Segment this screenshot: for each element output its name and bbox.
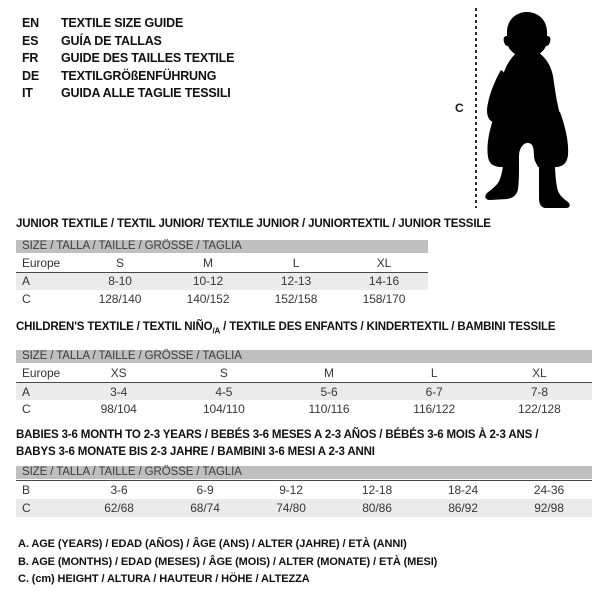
language-title: TEXTILE SIZE GUIDE — [61, 16, 184, 30]
title-line-2: BABYS 3-6 MONATE BIS 2-3 JAHRE / BAMBINI 3-6 MESI A 2-3 ANNI — [16, 446, 375, 458]
size-value-cell: 140/152 — [186, 292, 230, 306]
size-value-cell: 110/116 — [308, 402, 350, 417]
size-value-cell: 6-7 — [382, 382, 487, 400]
language-list — [22, 15, 234, 103]
size-header-bar: SIZE / TALLA / TAILLE / GRÖSSE / TAGLIA — [16, 466, 592, 479]
table-row — [16, 272, 428, 290]
section-children-textile — [16, 321, 592, 418]
section-junior-textile — [16, 218, 491, 308]
language-code: FR — [22, 51, 39, 65]
size-value-cell: 74/80 — [276, 500, 306, 515]
title-line-1: BABIES 3-6 MONTH TO 2-3 YEARS / BEBÉS 3-6 MESES A 2-3 AÑOS / BÉBÉS 3-6 MOIS À 2-3 ANS / — [16, 429, 539, 441]
section-title — [16, 321, 592, 337]
legend-notes — [18, 536, 437, 589]
size-value-cell: M — [203, 255, 213, 270]
size-value-cell: 5-6 — [276, 382, 381, 400]
language-title: GUIDE DES TAILLES TEXTILE — [61, 51, 235, 65]
size-value-cell: 10-12 — [164, 272, 252, 290]
table-row — [16, 254, 428, 272]
size-value-cell: XS — [110, 366, 127, 381]
size-value-cell: S — [219, 366, 228, 381]
row-label: A — [16, 382, 66, 400]
language-code: DE — [22, 68, 39, 83]
row-label: Europe — [22, 255, 61, 270]
height-measure-dashed-line — [475, 8, 477, 208]
junior-size-table — [16, 254, 428, 308]
row-label: C — [22, 292, 31, 306]
size-value-cell: L — [430, 366, 438, 381]
section-title: JUNIOR TEXTILE / TEXTIL JUNIOR/ TEXTILE JUNIOR / JUNIORTEXTIL / JUNIOR TESSILE — [16, 218, 491, 230]
language-row-es — [22, 33, 234, 51]
size-value-cell: 6-9 — [162, 481, 248, 499]
size-value-cell: 68/74 — [190, 500, 220, 515]
size-value-cell: 3-6 — [76, 481, 162, 499]
language-title: TEXTILGRÖßENFÜHRUNG — [61, 68, 217, 83]
language-row-de — [22, 68, 234, 86]
language-code: IT — [22, 86, 33, 100]
language-code: EN — [22, 16, 39, 30]
size-value-cell: M — [324, 366, 334, 381]
table-row — [16, 400, 592, 418]
babies-size-table — [16, 480, 592, 517]
note-height-cm: C. (cm) HEIGHT / ALTURA / HAUTEUR / HÖHE / ALTEZZA — [18, 573, 310, 585]
size-value-cell: 128/140 — [98, 292, 142, 306]
title-text: / TEXTILE DES ENFANTS / KINDERTEXTIL / BAMBINI TESSILE — [220, 321, 556, 333]
title-subscript: /A — [212, 326, 221, 336]
language-row-it — [22, 85, 234, 103]
size-value-cell: S — [116, 255, 124, 270]
size-value-cell: 7-8 — [487, 382, 592, 400]
size-value-cell: 3-4 — [66, 382, 171, 400]
size-value-cell: 18-24 — [420, 481, 506, 499]
size-value-cell: 98/104 — [100, 402, 137, 417]
size-value-cell: 92/98 — [534, 500, 564, 515]
language-title: GUÍA DE TALLAS — [61, 33, 162, 48]
title-text: CHILDREN'S TEXTILE / TEXTIL NIÑO — [16, 321, 213, 333]
table-row — [16, 499, 592, 517]
size-header-bar: SIZE / TALLA / TAILLE / GRÖSSE / TAGLIA — [16, 240, 428, 253]
size-value-cell: 158/170 — [362, 292, 406, 306]
language-title: GUIDA ALLE TAGLIE TESSILI — [61, 86, 231, 100]
section-title — [16, 427, 592, 461]
height-measure-label: C — [455, 101, 464, 115]
size-value-cell: 152/158 — [274, 292, 318, 306]
row-label: B — [16, 481, 76, 499]
size-value-cell: 4-5 — [171, 382, 276, 400]
section-babies-textile — [16, 427, 592, 517]
row-label: C — [22, 402, 31, 417]
row-label: C — [22, 500, 31, 515]
size-value-cell: 80/86 — [362, 500, 392, 515]
size-value-cell: 12-13 — [252, 272, 340, 290]
language-row-en — [22, 15, 234, 33]
size-value-cell: 122/128 — [518, 402, 561, 417]
size-value-cell: 62/68 — [104, 500, 134, 515]
size-header-bar: SIZE / TALLA / TAILLE / GRÖSSE / TAGLIA — [16, 350, 592, 363]
language-row-fr — [22, 50, 234, 68]
size-value-cell: 14-16 — [340, 272, 428, 290]
baby-silhouette-icon — [483, 8, 575, 208]
note-age-years: A. AGE (YEARS) / EDAD (AÑOS) / ÂGE (ANS) / ALTER (JAHRE) / ETÀ (ANNI) — [18, 538, 407, 550]
note-age-months: B. AGE (MONTHS) / EDAD (MESES) / ÂGE (MOIS) / ALTER (MONATE) / ETÀ (MESI) — [18, 555, 438, 568]
table-row — [16, 382, 592, 400]
size-value-cell: 12-18 — [334, 481, 420, 499]
row-label: A — [16, 272, 76, 290]
table-row — [16, 481, 592, 499]
table-row — [16, 290, 428, 308]
size-value-cell: L — [292, 255, 300, 270]
size-value-cell: 8-10 — [76, 272, 164, 290]
children-size-table — [16, 364, 592, 418]
size-value-cell: XL — [376, 255, 392, 270]
size-value-cell: 86/92 — [448, 500, 478, 515]
size-value-cell: 116/122 — [413, 402, 456, 417]
language-code: ES — [22, 33, 39, 48]
size-value-cell: 9-12 — [248, 481, 334, 499]
size-value-cell: XL — [532, 366, 547, 381]
row-label: Europe — [22, 366, 61, 381]
size-value-cell: 104/110 — [202, 402, 245, 417]
size-value-cell: 24-36 — [506, 481, 592, 499]
table-row — [16, 364, 592, 382]
